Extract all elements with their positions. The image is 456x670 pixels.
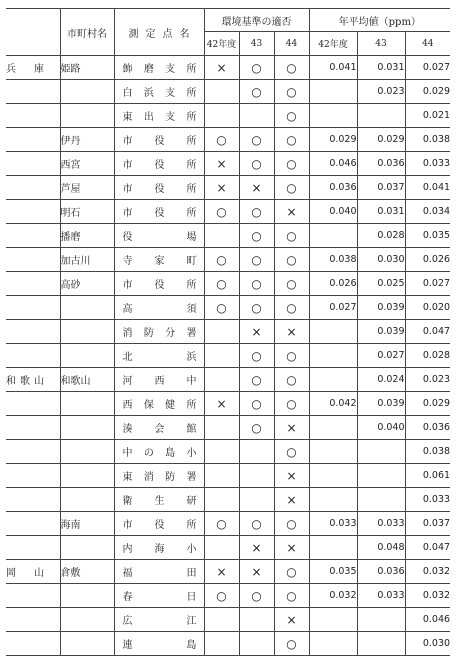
city-cell (60, 344, 114, 368)
site-cell (114, 248, 204, 272)
annual-average-value: 0.036 (357, 152, 405, 176)
prefecture-cell (6, 608, 60, 632)
annual-average-value: 0.030 (405, 632, 450, 656)
header-site (114, 9, 204, 56)
site-name: 湊 会 館 (122, 424, 197, 435)
annual-average-value: 0.039 (357, 296, 405, 320)
site-cell (114, 464, 204, 488)
compliance-mark: ○ (274, 560, 309, 584)
compliance-mark: ○ (204, 296, 239, 320)
table-row (6, 632, 450, 656)
site-name: 飾 磨 支 所 (122, 64, 197, 75)
compliance-mark: ○ (239, 80, 274, 104)
compliance-mark: ○ (239, 368, 274, 392)
header-row-1 (6, 9, 450, 32)
compliance-mark: ○ (239, 56, 274, 80)
site-cell (114, 512, 204, 536)
annual-average-value: 0.025 (357, 272, 405, 296)
prefecture-cell: 兵 庫 (6, 56, 60, 80)
annual-average-value: 0.027 (357, 344, 405, 368)
annual-average-value: 0.033 (357, 584, 405, 608)
city-cell (60, 536, 114, 560)
compliance-mark: ○ (274, 440, 309, 464)
site-name: 東 出 支 所 (122, 112, 197, 123)
table-row (6, 224, 450, 248)
annual-average-value (309, 368, 357, 392)
table-row (6, 392, 450, 416)
site-cell (114, 368, 204, 392)
compliance-mark: ○ (204, 248, 239, 272)
site-name: 衛 生 研 (122, 496, 197, 507)
city-cell (60, 632, 114, 656)
annual-average-value: 0.037 (357, 176, 405, 200)
site-name: 広 江 (122, 616, 197, 627)
annual-average-value (357, 632, 405, 656)
table-row (6, 464, 450, 488)
city-cell (60, 296, 114, 320)
table-row (6, 200, 450, 224)
compliance-mark: ○ (239, 392, 274, 416)
header-city: 市町村名 (60, 9, 114, 56)
header-avg-year: 43 (357, 32, 405, 56)
annual-average-value (309, 464, 357, 488)
prefecture-cell (6, 416, 60, 440)
compliance-mark: ○ (274, 104, 309, 128)
prefecture-cell (6, 104, 60, 128)
prefecture-cell (6, 224, 60, 248)
annual-average-value: 0.038 (405, 440, 450, 464)
annual-average-value: 0.029 (405, 392, 450, 416)
prefecture-cell (6, 272, 60, 296)
annual-average-value: 0.038 (405, 128, 450, 152)
annual-average-value: 0.034 (405, 200, 450, 224)
prefecture-cell: 岡 山 (6, 560, 60, 584)
table-row (6, 296, 450, 320)
annual-average-value (309, 224, 357, 248)
annual-average-value (309, 344, 357, 368)
compliance-mark: ○ (274, 584, 309, 608)
site-cell (114, 152, 204, 176)
annual-average-value: 0.061 (405, 464, 450, 488)
city-cell: 芦屋 (60, 176, 114, 200)
header-comp-year: 44 (274, 32, 309, 56)
compliance-mark: ○ (274, 80, 309, 104)
compliance-mark (239, 608, 274, 632)
prefecture-cell (6, 584, 60, 608)
compliance-mark: × (204, 560, 239, 584)
site-name: 役 場 (122, 232, 197, 243)
site-cell (114, 416, 204, 440)
city-cell (60, 464, 114, 488)
compliance-mark: ○ (239, 416, 274, 440)
compliance-mark: ○ (239, 200, 274, 224)
compliance-mark (204, 320, 239, 344)
table-row (6, 176, 450, 200)
site-name: 高 須 (122, 304, 197, 315)
prefecture-cell (6, 248, 60, 272)
header-pref (6, 9, 60, 56)
annual-average-value: 0.029 (309, 128, 357, 152)
compliance-mark: ○ (274, 128, 309, 152)
site-cell (114, 584, 204, 608)
annual-average-value: 0.040 (357, 416, 405, 440)
compliance-mark: ○ (239, 296, 274, 320)
table-row (6, 56, 450, 80)
table-row (6, 560, 450, 584)
annual-average-value: 0.028 (405, 344, 450, 368)
site-cell (114, 296, 204, 320)
table-row (6, 104, 450, 128)
compliance-mark: ○ (274, 512, 309, 536)
site-name: 西 保 健 所 (122, 400, 197, 411)
prefecture-cell (6, 632, 60, 656)
prefecture-cell (6, 128, 60, 152)
prefecture-cell (6, 488, 60, 512)
annual-average-value: 0.027 (405, 272, 450, 296)
compliance-mark: ○ (204, 584, 239, 608)
annual-average-value: 0.029 (405, 80, 450, 104)
annual-average-value: 0.026 (309, 272, 357, 296)
prefecture-cell (6, 320, 60, 344)
compliance-mark: ○ (239, 272, 274, 296)
compliance-mark (204, 344, 239, 368)
annual-average-value: 0.023 (357, 80, 405, 104)
site-cell (114, 392, 204, 416)
compliance-mark: ○ (274, 392, 309, 416)
city-cell (60, 320, 114, 344)
city-cell: 姫路 (60, 56, 114, 80)
compliance-mark (204, 416, 239, 440)
annual-average-value: 0.047 (405, 320, 450, 344)
annual-average-value: 0.047 (405, 536, 450, 560)
city-cell (60, 440, 114, 464)
compliance-mark (204, 80, 239, 104)
annual-average-value: 0.032 (405, 560, 450, 584)
prefecture-cell (6, 464, 60, 488)
city-cell (60, 104, 114, 128)
header-comp-year: 43 (239, 32, 274, 56)
compliance-mark (204, 464, 239, 488)
city-cell (60, 488, 114, 512)
city-cell: 明石 (60, 200, 114, 224)
site-cell (114, 104, 204, 128)
compliance-mark: ○ (274, 56, 309, 80)
site-cell (114, 80, 204, 104)
annual-average-value: 0.040 (309, 200, 357, 224)
compliance-mark: × (274, 416, 309, 440)
annual-average-value: 0.021 (405, 104, 450, 128)
annual-average-value (309, 632, 357, 656)
annual-average-value: 0.031 (357, 56, 405, 80)
header-avg-year: 44 (405, 32, 450, 56)
compliance-mark: × (239, 560, 274, 584)
city-cell: 海南 (60, 512, 114, 536)
compliance-mark: ○ (204, 128, 239, 152)
compliance-mark (239, 440, 274, 464)
site-cell (114, 632, 204, 656)
compliance-mark: ○ (239, 344, 274, 368)
city-cell (60, 392, 114, 416)
site-cell (114, 488, 204, 512)
compliance-mark (239, 464, 274, 488)
annual-average-value: 0.035 (309, 560, 357, 584)
table-row (6, 344, 450, 368)
annual-average-value: 0.030 (357, 248, 405, 272)
annual-average-value: 0.041 (405, 176, 450, 200)
compliance-mark: × (274, 608, 309, 632)
site-name: 春 日 (122, 592, 197, 603)
city-cell: 倉敷 (60, 560, 114, 584)
annual-average-value: 0.033 (309, 512, 357, 536)
annual-average-value: 0.029 (357, 128, 405, 152)
compliance-mark: × (239, 320, 274, 344)
annual-average-value: 0.020 (405, 296, 450, 320)
compliance-mark: ○ (239, 248, 274, 272)
compliance-mark (204, 632, 239, 656)
site-name: 白 浜 支 所 (122, 88, 197, 99)
annual-average-value (309, 608, 357, 632)
compliance-mark: ○ (274, 344, 309, 368)
annual-average-value: 0.033 (357, 512, 405, 536)
table-row (6, 320, 450, 344)
prefecture-cell: 和歌山 (6, 368, 60, 392)
city-cell (60, 584, 114, 608)
compliance-mark: ○ (274, 368, 309, 392)
annual-average-value (309, 416, 357, 440)
compliance-mark: ○ (239, 512, 274, 536)
annual-average-value: 0.024 (357, 368, 405, 392)
annual-average-value (309, 536, 357, 560)
site-name: 北 浜 (122, 352, 197, 363)
annual-average-value: 0.027 (405, 56, 450, 80)
annual-average-value: 0.036 (309, 176, 357, 200)
header-comp-year: 42年度 (204, 32, 239, 56)
annual-average-value: 0.041 (309, 56, 357, 80)
compliance-mark: × (274, 320, 309, 344)
annual-average-value: 0.037 (405, 512, 450, 536)
annual-average-value: 0.032 (405, 584, 450, 608)
annual-average-value (357, 608, 405, 632)
compliance-mark: ○ (274, 296, 309, 320)
site-cell (114, 536, 204, 560)
header-average: 年平均値（ppm） (309, 9, 450, 32)
annual-average-value: 0.033 (405, 152, 450, 176)
compliance-mark: ○ (239, 584, 274, 608)
site-cell (114, 560, 204, 584)
city-cell: 伊丹 (60, 128, 114, 152)
site-name: 寺 家 町 (122, 256, 197, 267)
site-cell (114, 272, 204, 296)
annual-average-value (357, 104, 405, 128)
site-name: 市 役 所 (122, 208, 197, 219)
prefecture-cell (6, 200, 60, 224)
table-body (6, 56, 450, 656)
site-cell (114, 608, 204, 632)
header-site-label: 測 定 点 名 (128, 28, 190, 40)
annual-average-value: 0.023 (405, 368, 450, 392)
site-name: 市 役 所 (122, 184, 197, 195)
compliance-mark: ○ (239, 224, 274, 248)
site-name: 東 消 防 署 (122, 472, 197, 483)
table-row (6, 368, 450, 392)
air-quality-table (6, 8, 450, 656)
annual-average-value: 0.035 (405, 224, 450, 248)
prefecture-cell (6, 80, 60, 104)
table-row (6, 512, 450, 536)
annual-average-value (309, 80, 357, 104)
compliance-mark: × (274, 464, 309, 488)
annual-average-value: 0.036 (357, 560, 405, 584)
header-avg-year: 42年度 (309, 32, 357, 56)
compliance-mark: ○ (204, 272, 239, 296)
compliance-mark: ○ (274, 272, 309, 296)
prefecture-cell (6, 512, 60, 536)
compliance-mark (204, 536, 239, 560)
table-row (6, 80, 450, 104)
annual-average-value: 0.039 (357, 320, 405, 344)
annual-average-value: 0.027 (309, 296, 357, 320)
annual-average-value: 0.026 (405, 248, 450, 272)
annual-average-value (309, 440, 357, 464)
compliance-mark: ○ (239, 128, 274, 152)
compliance-mark (204, 224, 239, 248)
annual-average-value: 0.046 (309, 152, 357, 176)
compliance-mark (239, 104, 274, 128)
site-name: 市 役 所 (122, 280, 197, 291)
site-cell (114, 224, 204, 248)
table-row (6, 272, 450, 296)
site-name: 内 海 小 (122, 544, 197, 555)
site-cell (114, 344, 204, 368)
annual-average-value: 0.038 (309, 248, 357, 272)
compliance-mark: ○ (274, 248, 309, 272)
compliance-mark: × (274, 200, 309, 224)
annual-average-value (309, 104, 357, 128)
annual-average-value (309, 320, 357, 344)
annual-average-value (309, 488, 357, 512)
city-cell: 高砂 (60, 272, 114, 296)
annual-average-value: 0.033 (405, 488, 450, 512)
annual-average-value (357, 464, 405, 488)
city-cell: 播磨 (60, 224, 114, 248)
prefecture-cell (6, 176, 60, 200)
prefecture-cell (6, 152, 60, 176)
site-cell (114, 320, 204, 344)
city-cell (60, 416, 114, 440)
table-row (6, 440, 450, 464)
compliance-mark: × (204, 152, 239, 176)
table-row (6, 248, 450, 272)
compliance-mark: × (239, 176, 274, 200)
annual-average-value (357, 488, 405, 512)
header-compliance: 環境基準の適否 (204, 9, 309, 32)
site-cell (114, 200, 204, 224)
compliance-mark: ○ (274, 152, 309, 176)
table-row (6, 608, 450, 632)
table-row (6, 488, 450, 512)
site-name: 中 の 島 小 (122, 448, 197, 459)
compliance-mark: × (274, 488, 309, 512)
compliance-mark: × (204, 392, 239, 416)
compliance-mark: ○ (239, 152, 274, 176)
city-cell: 加古川 (60, 248, 114, 272)
site-cell (114, 56, 204, 80)
compliance-mark (239, 488, 274, 512)
site-name: 河 西 中 (122, 376, 197, 387)
compliance-mark (239, 632, 274, 656)
compliance-mark: × (239, 536, 274, 560)
city-cell: 和歌山 (60, 368, 114, 392)
compliance-mark: × (204, 176, 239, 200)
compliance-mark: ○ (274, 176, 309, 200)
site-name: 市 役 所 (122, 520, 197, 531)
compliance-mark: ○ (204, 512, 239, 536)
city-cell (60, 608, 114, 632)
annual-average-value: 0.042 (309, 392, 357, 416)
table-row (6, 152, 450, 176)
compliance-mark (204, 104, 239, 128)
compliance-mark: × (274, 536, 309, 560)
annual-average-value: 0.031 (357, 200, 405, 224)
site-name: 市 役 所 (122, 136, 197, 147)
city-cell (60, 80, 114, 104)
prefecture-cell (6, 392, 60, 416)
compliance-mark: ○ (204, 200, 239, 224)
prefecture-cell (6, 536, 60, 560)
site-cell (114, 176, 204, 200)
site-cell (114, 440, 204, 464)
table-row (6, 584, 450, 608)
compliance-mark (204, 440, 239, 464)
table-row (6, 128, 450, 152)
compliance-mark (204, 368, 239, 392)
annual-average-value: 0.036 (405, 416, 450, 440)
annual-average-value: 0.028 (357, 224, 405, 248)
prefecture-cell (6, 440, 60, 464)
table-row (6, 416, 450, 440)
annual-average-value: 0.032 (309, 584, 357, 608)
compliance-mark: ○ (274, 224, 309, 248)
site-name: 連 島 (122, 640, 197, 651)
prefecture-cell (6, 344, 60, 368)
site-name: 福 田 (122, 568, 197, 579)
compliance-mark: ○ (274, 632, 309, 656)
prefecture-cell (6, 296, 60, 320)
annual-average-value: 0.046 (405, 608, 450, 632)
compliance-mark: × (204, 56, 239, 80)
annual-average-value (357, 440, 405, 464)
annual-average-value: 0.048 (357, 536, 405, 560)
site-cell (114, 128, 204, 152)
site-name: 消 防 分 署 (122, 328, 197, 339)
compliance-mark (204, 608, 239, 632)
annual-average-value: 0.039 (357, 392, 405, 416)
table-row (6, 536, 450, 560)
city-cell: 西宮 (60, 152, 114, 176)
compliance-mark (204, 488, 239, 512)
site-name: 市 役 所 (122, 160, 197, 171)
